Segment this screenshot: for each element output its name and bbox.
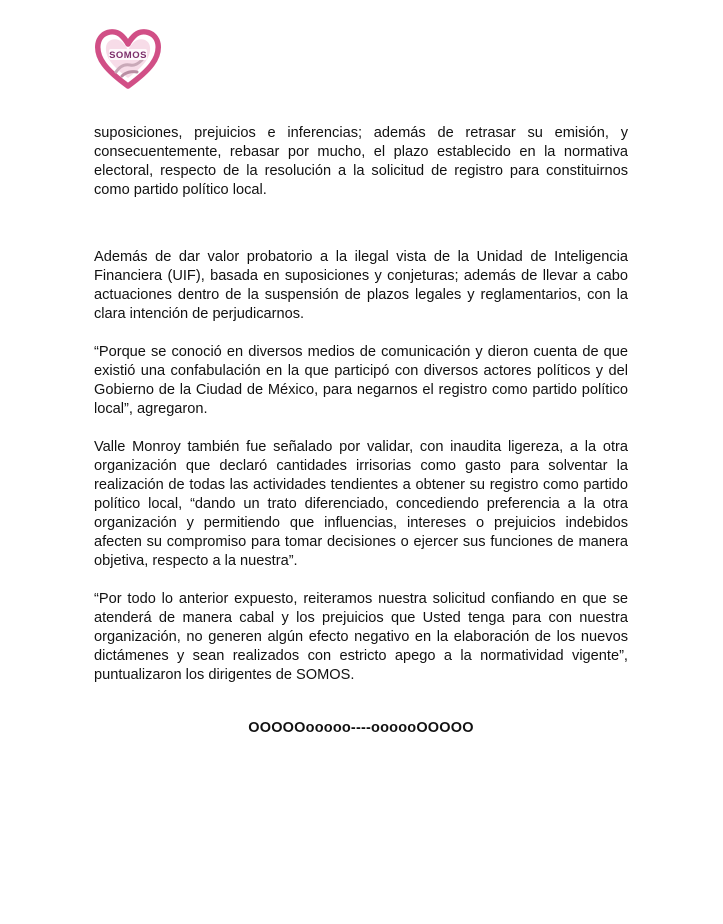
paragraph-2: Además de dar valor probatorio a la ilegal vista de la Unidad de Inteligencia Financiera (UIF), basada en suposiciones y conjeturas; además de llevar a cabo actuaciones dentro de la suspensión de plazos legales y reglamentarios, con la clara intención de perjudicarnos. bbox=[94, 249, 628, 322]
paragraph-1: suposiciones, prejuicios e inferencias; además de retrasar su emisión, y consecuentemente, rebasar por mucho, el plazo establecido en la normativa electoral, respecto de la resolución a la solicitud de registro para constituirnos como partido político local. bbox=[94, 125, 628, 198]
closing-line: OOOOOooooo----oooooOOOOO bbox=[248, 720, 474, 736]
paragraph-5: “Por todo lo anterior expuesto, reiteramos nuestra solicitud confiando en que se atenderá de manera cabal y los prejuicios que Usted tenga para con nuestra organización, no generen algún efecto negativo en la elaboración de los nuevos dictámenes y sean realizados con estricto apego a la normatividad vigente”, puntualizaron los dirigentes de SOMOS. bbox=[94, 591, 628, 683]
document-body bbox=[94, 124, 628, 738]
somos-logo bbox=[92, 22, 164, 94]
heart-hands-icon bbox=[92, 22, 164, 94]
paragraph-3: “Porque se conoció en diversos medios de comunicación y dieron cuenta de que existió una confabulación en la que participó con diversos actores políticos y del Gobierno de la Ciudad de México, para negarnos el registro como partido político local”, agregaron. bbox=[94, 344, 628, 417]
paragraph-4: Valle Monroy también fue señalado por validar, con inaudita ligereza, a la otra organización que declaró cantidades irrisorias como gasto para solventar la realización de todas las actividades tendientes a obtener su registro como partido político local, “dando un trato diferenciado, concediendo preferencia a la otra organización y permitiendo que influencias, intereses o prejuicios indebidos afecten su compromiso para tomar decisiones o ejercer sus funciones de manera objetiva, respecto a la nuestra”. bbox=[94, 439, 628, 569]
logo-text: SOMOS bbox=[109, 50, 147, 61]
